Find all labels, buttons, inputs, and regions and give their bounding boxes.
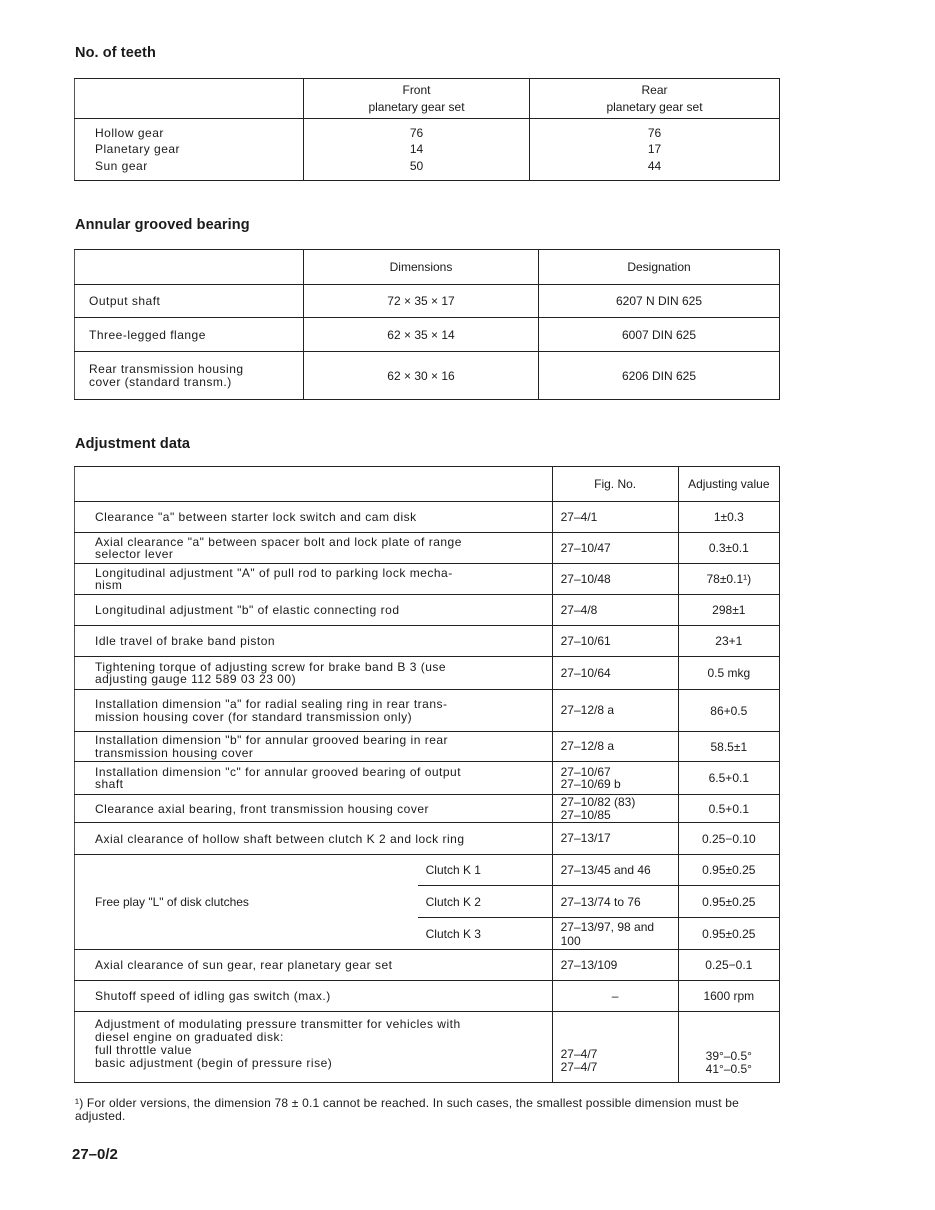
teeth-heading: No. of teeth	[75, 45, 156, 61]
col-dimensions-header: Dimensions	[304, 250, 539, 285]
adjust-row: Clutch K 3 27–13/97, 98 and 100 0.95±0.25	[75, 918, 780, 950]
adjust-fig: 27–13/17	[552, 823, 678, 855]
bearing-table	[74, 249, 780, 400]
adjust-label: Axial clearance of hollow shaft between clutch K 2 and lock ring	[75, 823, 553, 855]
adjust-value: 78±0.1¹)	[678, 564, 779, 595]
adjust-fig: 27–10/61	[552, 626, 678, 657]
col-designation-header: Designation	[539, 250, 780, 285]
adjust-label: Clearance "a" between starter lock switch and cam disk	[75, 502, 553, 533]
adjust-value: 0.5 mkg	[678, 657, 779, 690]
col-fig-header: Fig. No.	[552, 467, 678, 502]
adjust-label: Installation dimension "a" for radial sealing ring in rear trans- mission housing cover (for standard transmission only)	[75, 690, 553, 732]
label-hollow-gear: Hollow gear	[95, 125, 164, 140]
adjust-row: Axial clearance of sun gear, rear planetary gear set 27–13/109 0.25−0.1	[75, 950, 780, 981]
adjust-fig: 27–4/1	[552, 502, 678, 533]
adjust-row	[75, 732, 780, 762]
teeth-front-values: 76 14 50	[304, 119, 530, 181]
page-number: 27–0/2	[72, 1146, 118, 1163]
adjust-value: 0.5+0.1	[678, 795, 779, 823]
adjust-label: Installation dimension "b" for annular grooved bearing in rear transmission housing cover	[75, 732, 553, 762]
adjust-label: Longitudinal adjustment "A" of pull rod to parking lock mecha- nism	[75, 564, 553, 595]
adjust-value: 6.5+0.1	[678, 762, 779, 795]
col-rear-header: Rear planetary gear set	[530, 79, 780, 119]
adjust-value: 1±0.3	[678, 502, 779, 533]
adjust-fig: 27–10/47	[552, 533, 678, 564]
adjust-fig: 27–4/8	[552, 595, 678, 626]
adjust-value: 58.5±1	[678, 732, 779, 762]
bearing-heading: Annular grooved bearing	[75, 217, 250, 233]
adjust-row: Adjustment of modulating pressure transmitter for vehicles with diesel engine on graduated disk: full throttle value basic adjustment (begin of pressure rise) 27–4/7 27–4/7 39°–0.5° 41°–0.5°	[75, 1012, 780, 1083]
adjust-row	[75, 595, 780, 626]
adjust-row: Clutch K 2 27–13/74 to 76 0.95±0.25	[75, 886, 780, 918]
adjust-label: Axial clearance "a" between spacer bolt and lock plate of range selector lever	[75, 533, 553, 564]
adjust-fig: 27–10/67 27–10/69 b	[552, 762, 678, 795]
adjust-row: Free play "L" of disk clutches Clutch K 1 27–13/45 and 46 0.95±0.25	[75, 855, 780, 886]
adjust-value: 298±1	[678, 595, 779, 626]
adjust-label: Idle travel of brake band piston	[75, 626, 553, 657]
adjust-fig: 27–10/48	[552, 564, 678, 595]
col-front-header: Front planetary gear set	[304, 79, 530, 119]
teeth-labels	[75, 119, 304, 181]
adjust-value: 23+1	[678, 626, 779, 657]
adjust-fig: 27–10/82 (83) 27–10/85	[552, 795, 678, 823]
teeth-table	[74, 78, 780, 181]
adjust-row	[75, 533, 780, 564]
adjust-fig: 27–12/8 a	[552, 690, 678, 732]
freeplay-label: Free play "L" of disk clutches	[75, 855, 418, 950]
footnote: ¹) For older versions, the dimension 78 ± 0.1 cannot be reached. In such cases, the smallest possible dimension must be adjusted.	[75, 1096, 740, 1123]
adjust-row	[75, 657, 780, 690]
adjust-fig: 27–12/8 a	[552, 732, 678, 762]
bearing-row: Three-legged flange 62 × 35 × 14 6007 DIN 625	[75, 318, 780, 352]
bearing-row: Output shaft 72 × 35 × 17 6207 N DIN 625	[75, 285, 780, 318]
adjust-value: 0.25−0.10	[678, 823, 779, 855]
adjust-value: 86+0.5	[678, 690, 779, 732]
adjust-row	[75, 762, 780, 795]
adjust-row	[75, 795, 780, 823]
adjust-row	[75, 626, 780, 657]
adjust-label: Installation dimension "c" for annular grooved bearing of output shaft	[75, 762, 553, 795]
adjust-row	[75, 564, 780, 595]
label-sun-gear: Sun gear	[95, 158, 148, 173]
adjust-heading: Adjustment data	[75, 436, 191, 452]
adjust-row	[75, 690, 780, 732]
adjust-row	[75, 823, 780, 855]
adjust-label: Longitudinal adjustment "b" of elastic connecting rod	[75, 595, 553, 626]
adjust-value: 0.3±0.1	[678, 533, 779, 564]
bearing-row: Rear transmission housing cover (standard transm.) 62 × 30 × 16 6206 DIN 625	[75, 352, 780, 400]
adjust-label: Tightening torque of adjusting screw for brake band B 3 (use adjusting gauge 112 589 03 23 00)	[75, 657, 553, 690]
label-planetary-gear: Planetary gear	[95, 142, 181, 157]
adjust-fig: 27–10/64	[552, 657, 678, 690]
adjust-row: Shutoff speed of idling gas switch (max.) – 1600 rpm	[75, 981, 780, 1012]
adjust-label: Clearance axial bearing, front transmission housing cover	[75, 795, 553, 823]
adjustment-table	[74, 466, 780, 1083]
adjust-row	[75, 502, 780, 533]
teeth-rear-values: 76 17 44	[530, 119, 780, 181]
col-value-header: Adjusting value	[678, 467, 779, 502]
